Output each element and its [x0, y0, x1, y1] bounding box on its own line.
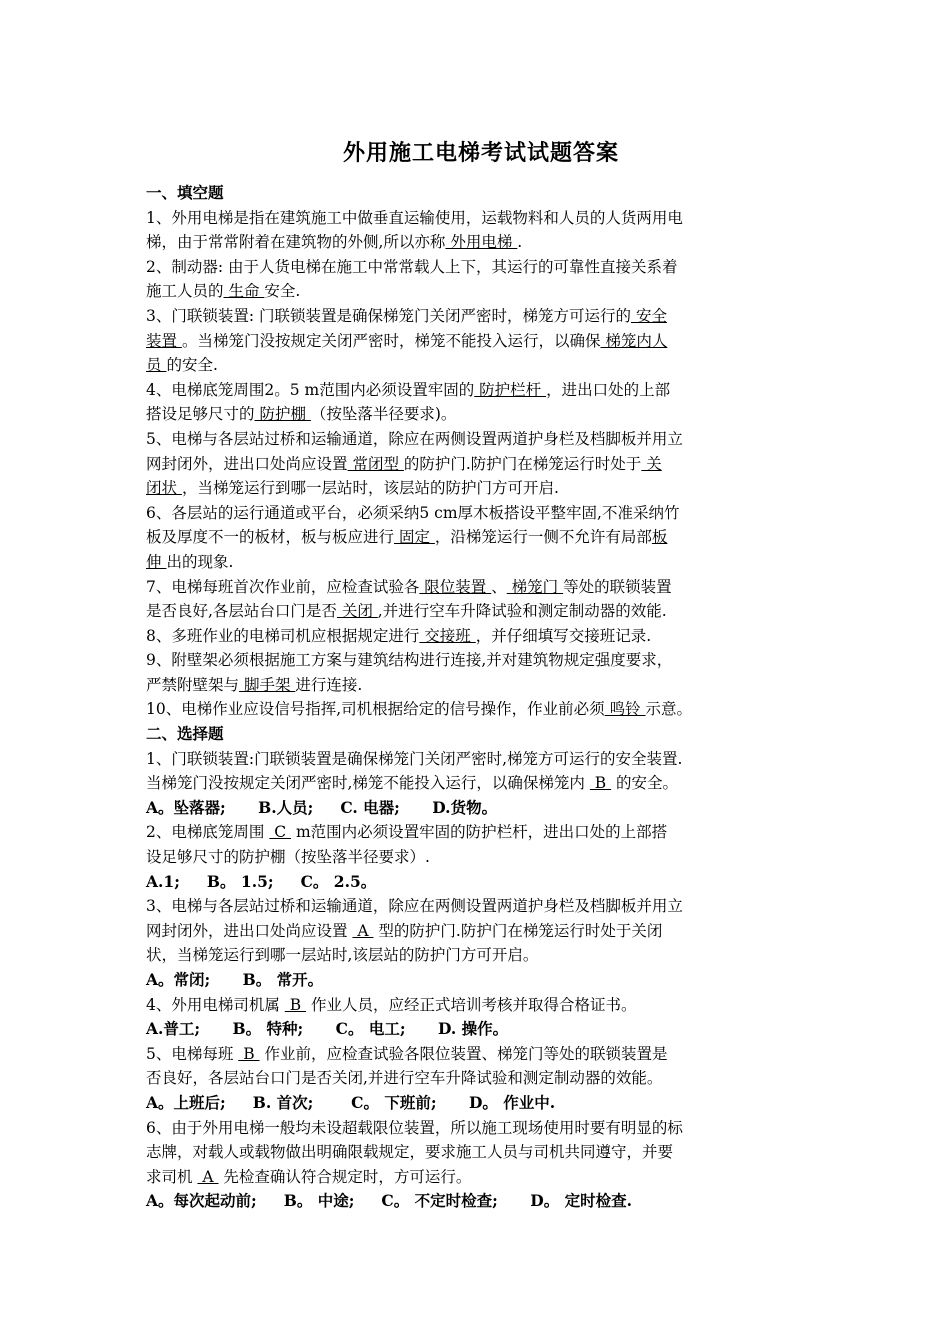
text: 网封闭外，进出口处尚应设置: [146, 921, 353, 940]
text: 型的防护门.防护门在梯笼运行时处于关闭: [373, 921, 663, 940]
text: ，进出口处的上部: [546, 380, 671, 399]
fill-q6-answer1: 固定: [394, 528, 435, 547]
text: 5、电梯每班: [146, 1044, 239, 1063]
text: .: [517, 233, 523, 252]
text: 作业前，应检查试验各限位装置、梯笼门等处的联锁装置是: [259, 1044, 668, 1063]
fill-q3-answer1-cont: 装置: [146, 331, 182, 350]
choice-q3-answer: A: [352, 921, 374, 940]
fill-q1-answer: 外用电梯: [445, 233, 518, 252]
fill-q6-line2: [146, 525, 816, 550]
text: ，当梯笼运行到哪一层站时，该层站的防护门方可开启.: [181, 479, 559, 498]
choice-q5-options: A。上班后; B. 首次; C。 下班前; D。 作业中.: [146, 1092, 556, 1112]
text: 8、多班作业的电梯司机应根据规定进行: [146, 626, 420, 645]
choice-q4-options: A.普工; B。 特种; C。 电工; D. 操作。: [146, 1019, 509, 1039]
fill-q7-answer2: 梯笼门: [506, 577, 564, 596]
text: ，并仔细填写交接班记录.: [475, 626, 652, 645]
fill-q8-line1: [146, 624, 816, 649]
text: 、: [491, 577, 507, 596]
choice-q6-answer: A: [197, 1167, 219, 1186]
text: ，沿梯笼运行一侧不允许有局部: [434, 528, 652, 547]
text: ,并进行空车升降试验和测定制动器的效能.: [377, 602, 667, 621]
text: 求司机: [146, 1167, 198, 1186]
fill-q7-line1: [146, 575, 816, 600]
fill-q10-answer: 鸣铃: [604, 700, 646, 719]
choice-q1-options: A。坠落器; B.人员; C. 电器; D.货物。: [146, 797, 498, 817]
text: 施工人员的: [146, 282, 224, 301]
fill-q6-line1: 6、各层站的运行通道或平台，必须采纳5 cm厚木板搭设平整牢固,不准采纳竹: [146, 503, 680, 522]
text: 梯，由于常常附着在建筑物的外侧,所以亦称: [146, 233, 446, 252]
text: 等处的联锁装置: [563, 577, 672, 596]
text: 示意。: [645, 700, 693, 719]
section-fill-heading: 一、填空题: [146, 183, 224, 202]
text: 板及厚度不一的板材，板与板应进行: [146, 528, 395, 547]
fill-q5-answer2-cont: 闭状: [146, 479, 182, 498]
choice-q5-line2: 否良好，各层站台口门是否关闭,并进行空车升降试验和测定制动器的效能。: [146, 1069, 663, 1088]
fill-q5-line1: 5、电梯与各层站过桥和运输通道，除应在两侧设置两道护身栏及档脚板并用立: [146, 429, 683, 448]
choice-q6-line3: [146, 1165, 816, 1190]
choice-q1-line1: 1、门联锁装置:门联锁装置是确保梯笼门关闭严密时,梯笼方可运行的安全装置.: [146, 749, 683, 768]
choice-q4-line1: [146, 993, 816, 1018]
fill-q3-line1: [146, 304, 816, 329]
fill-q9-line2: [146, 673, 816, 698]
choice-q3-line3: 状，当梯笼运行到哪一层站时,该层站的防护门方可开启。: [146, 946, 539, 965]
choice-q6-line2: 志牌，对载人或载物做出明确限载规定，要求施工人员与司机共同遵守，并要: [146, 1143, 674, 1162]
fill-q8-answer: 交接班: [419, 626, 476, 645]
fill-q5-line2: [146, 452, 816, 477]
text: 是否良好,各层站台口门是否: [146, 602, 337, 621]
fill-q9-line1: 9、附壁架必须根据施工方案与建筑结构进行连接,并对建筑物规定强度要求，: [146, 651, 673, 670]
document-page: [146, 128, 816, 1214]
fill-q1-line1: 1、外用电梯是指在建筑施工中做垂直运输使用，运载物料和人员的人货两用电: [146, 208, 683, 227]
fill-q7-answer3: 关闭: [336, 602, 378, 621]
text: m范围内必须设置牢固的防护栏杆，进出口处的上部搭: [291, 823, 668, 842]
text: 进行连接.: [295, 675, 363, 694]
fill-q2-answer: 生命: [223, 282, 265, 301]
fill-q7-line2: [146, 599, 816, 624]
fill-q3-line2: [146, 329, 816, 354]
text: 搭设足够尺寸的: [146, 405, 255, 424]
text: 的安全.: [166, 356, 218, 375]
fill-q6-line3: [146, 550, 816, 575]
fill-q4-answer1: 防护栏杆: [474, 380, 547, 399]
text: 。当梯笼门没按规定关闭严密时，梯笼不能投入运行，以确保: [181, 331, 601, 350]
choice-q3-line2: [146, 919, 816, 944]
fill-q4-answer2: 防护棚: [254, 405, 311, 424]
choice-q6-line1: 6、由于外用电梯一般均未设超载限位装置，所以施工现场使用时要有明显的标: [146, 1118, 683, 1137]
text: 严禁附壁架与: [146, 675, 240, 694]
fill-q5-answer1: 常闭型: [347, 454, 404, 473]
text: 2、电梯底笼周围: [146, 823, 270, 842]
fill-q4-line2: [146, 402, 816, 427]
fill-q9-answer: 脚手架: [239, 675, 296, 694]
choice-q2-answer: C: [269, 823, 292, 842]
text: 的安全。: [611, 774, 679, 793]
fill-q6-answer2-cont: 伸: [146, 552, 167, 571]
text: 4、电梯底笼周围2。5 m范围内必须设置牢固的: [146, 380, 475, 399]
choice-q5-answer: B: [238, 1044, 260, 1063]
choice-q3-line1: 3、电梯与各层站过桥和运输通道，除应在两侧设置两道护身栏及档脚板并用立: [146, 897, 683, 916]
text: 4、外用电梯司机属: [146, 995, 285, 1014]
text: 当梯笼门没按规定关闭严密时,梯笼不能投入运行，以确保梯笼内: [146, 774, 590, 793]
text: 安全.: [264, 282, 301, 301]
choice-q4-answer: B: [284, 995, 307, 1014]
text: 网封闭外，进出口处尚应设置: [146, 454, 348, 473]
fill-q2-line1: 2、制动器: 由于人货电梯在施工中常常载人上下，其运行的可靠性直接关系着: [146, 257, 678, 276]
fill-q3-answer2: 梯笼内人: [600, 331, 668, 350]
choice-q2-line2: 设足够尺寸的防护棚（按坠落半径要求）.: [146, 848, 430, 867]
fill-q3-answer2-cont: 员: [146, 356, 167, 375]
document-title: 外用施工电梯考试试题答案: [342, 140, 619, 166]
fill-q5-answer2: 关: [641, 454, 662, 473]
text: 10、电梯作业应设信号指挥,司机根据给定的信号操作，作业前必须: [146, 700, 605, 719]
fill-q10-line1: [146, 697, 816, 722]
choice-q5-line1: [146, 1042, 816, 1067]
fill-q1-line2: [146, 230, 816, 255]
text: 出的现象.: [166, 552, 234, 571]
fill-q6-answer2: 板: [651, 528, 668, 547]
choice-q1-answer: B: [589, 774, 612, 793]
choice-q3-options: A。常闭; B。 常开。: [146, 970, 324, 989]
section-choice-heading: 二、选择题: [146, 724, 224, 744]
choice-q2-line1: [146, 820, 816, 845]
text: 作业人员，应经正式培训考核并取得合格证书。: [306, 995, 637, 1014]
choice-q6-options: A。每次起动前; B。 中途; C。 不定时检查; D。 定时检查.: [146, 1191, 632, 1211]
text: 7、电梯每班首次作业前，应检查试验各: [146, 577, 420, 596]
fill-q3-line3: [146, 353, 816, 378]
text: （按坠落半径要求)。: [310, 405, 457, 424]
fill-q2-line2: [146, 279, 816, 304]
text: 先检查确认符合规定时，方可运行。: [218, 1167, 472, 1186]
fill-q3-answer1: 安全: [631, 306, 667, 325]
text: 3、门联锁装置: 门联锁装置是确保梯笼门关闭严密时，梯笼方可运行的: [146, 306, 632, 325]
choice-q1-line2: [146, 771, 816, 796]
fill-q4-line1: [146, 378, 816, 403]
fill-q5-line3: [146, 476, 816, 501]
fill-q7-answer1: 限位装置: [419, 577, 492, 596]
choice-q2-options: A.1; B。 1.5; C。 2.5。: [146, 871, 377, 891]
text: 的防护门.防护门在梯笼运行时处于: [403, 454, 642, 473]
